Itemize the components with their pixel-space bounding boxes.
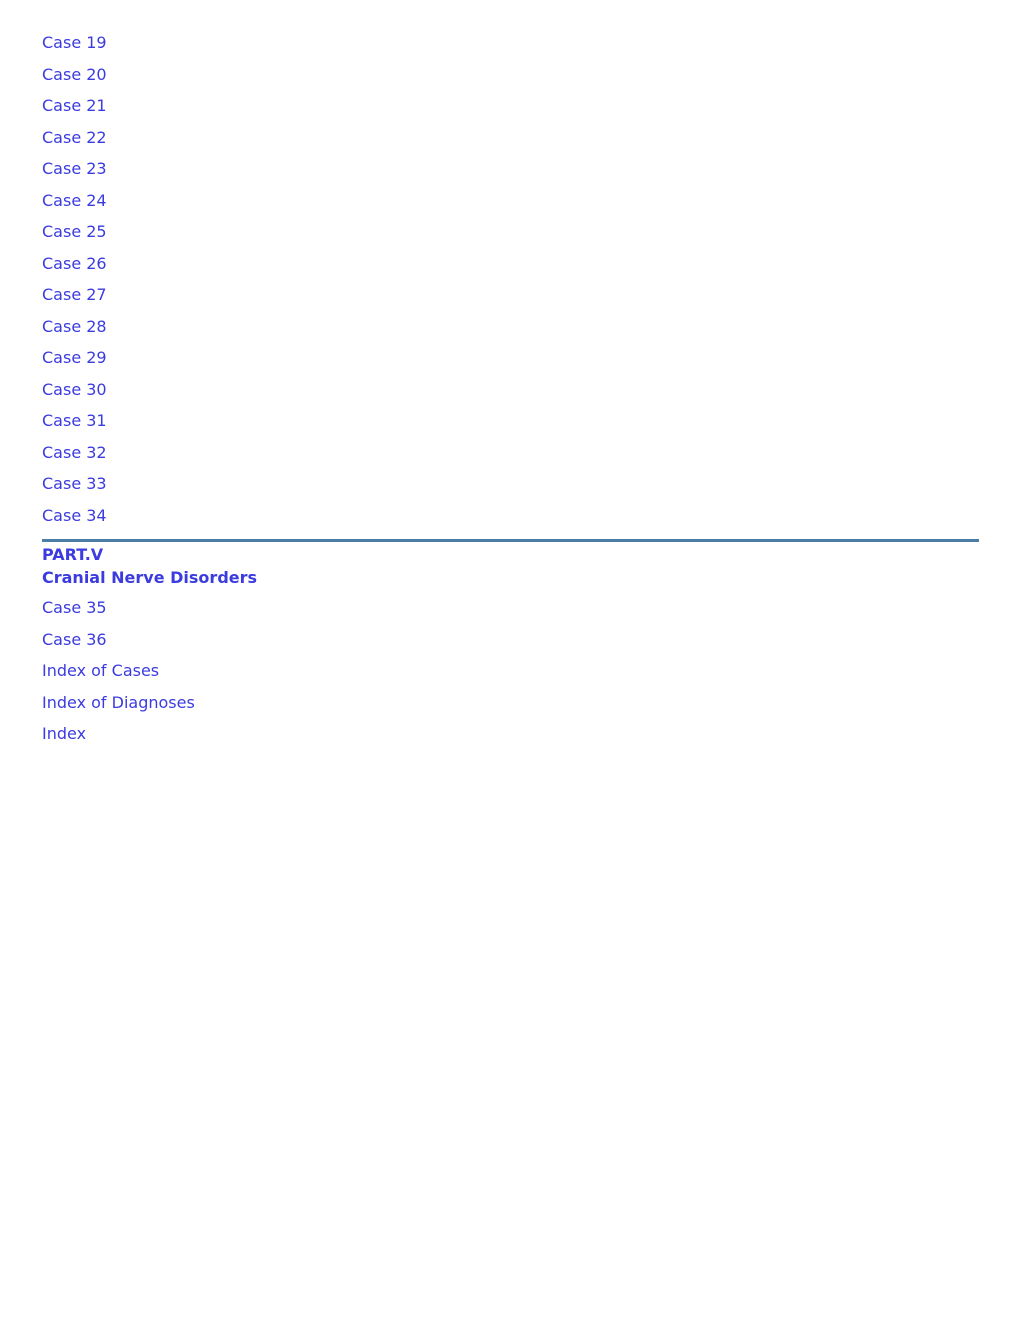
- list-item: [42, 443, 979, 475]
- toc-link-case-19[interactable]: Case 19: [42, 33, 107, 52]
- toc-link-case-26[interactable]: Case 26: [42, 253, 107, 273]
- list-item: [42, 630, 979, 662]
- case-list: [42, 33, 979, 537]
- toc-link-case-35[interactable]: Case 35: [42, 598, 107, 617]
- list-item: [42, 506, 979, 538]
- list-item: [42, 348, 979, 380]
- toc-link-case-34[interactable]: Case 34: [42, 505, 107, 525]
- toc-link-case-32[interactable]: Case 32: [42, 442, 107, 462]
- toc-link-case-29[interactable]: Case 29: [42, 348, 107, 367]
- toc-link-case-28[interactable]: Case 28: [42, 316, 107, 336]
- list-item: [42, 661, 979, 693]
- toc-link-index-of-diagnoses[interactable]: Index of Diagnoses: [42, 692, 195, 712]
- toc-link-case-24[interactable]: Case 24: [42, 190, 107, 210]
- toc-link-case-22[interactable]: Case 22: [42, 127, 107, 147]
- table-of-contents: [42, 33, 979, 756]
- list-item: [42, 128, 979, 160]
- toc-link-case-21[interactable]: Case 21: [42, 96, 107, 115]
- post-part-list: [42, 598, 979, 756]
- list-item: [42, 474, 979, 506]
- part-title-link[interactable]: Cranial Nerve Disorders: [42, 568, 258, 587]
- list-item: [42, 254, 979, 286]
- toc-link-case-27[interactable]: Case 27: [42, 285, 107, 304]
- toc-link-index[interactable]: Index: [42, 724, 87, 743]
- toc-link-case-36[interactable]: Case 36: [42, 629, 107, 649]
- list-item: [42, 159, 979, 191]
- list-item: [42, 65, 979, 97]
- part-heading: [42, 539, 979, 589]
- toc-link-case-33[interactable]: Case 33: [42, 474, 107, 493]
- list-item: [42, 411, 979, 443]
- toc-link-case-20[interactable]: Case 20: [42, 64, 107, 84]
- toc-link-case-23[interactable]: Case 23: [42, 159, 107, 178]
- part-label-link[interactable]: PART.V: [42, 545, 104, 564]
- list-item: [42, 598, 979, 630]
- toc-link-index-of-cases[interactable]: Index of Cases: [42, 661, 160, 680]
- list-item: [42, 222, 979, 254]
- list-item: [42, 285, 979, 317]
- list-item: [42, 33, 979, 65]
- list-item: [42, 380, 979, 412]
- toc-link-case-30[interactable]: Case 30: [42, 379, 107, 399]
- toc-link-case-25[interactable]: Case 25: [42, 222, 107, 241]
- list-item: [42, 693, 979, 725]
- toc-link-case-31[interactable]: Case 31: [42, 411, 107, 430]
- list-item: [42, 96, 979, 128]
- list-item: [42, 191, 979, 223]
- list-item: [42, 317, 979, 349]
- list-item: [42, 724, 979, 756]
